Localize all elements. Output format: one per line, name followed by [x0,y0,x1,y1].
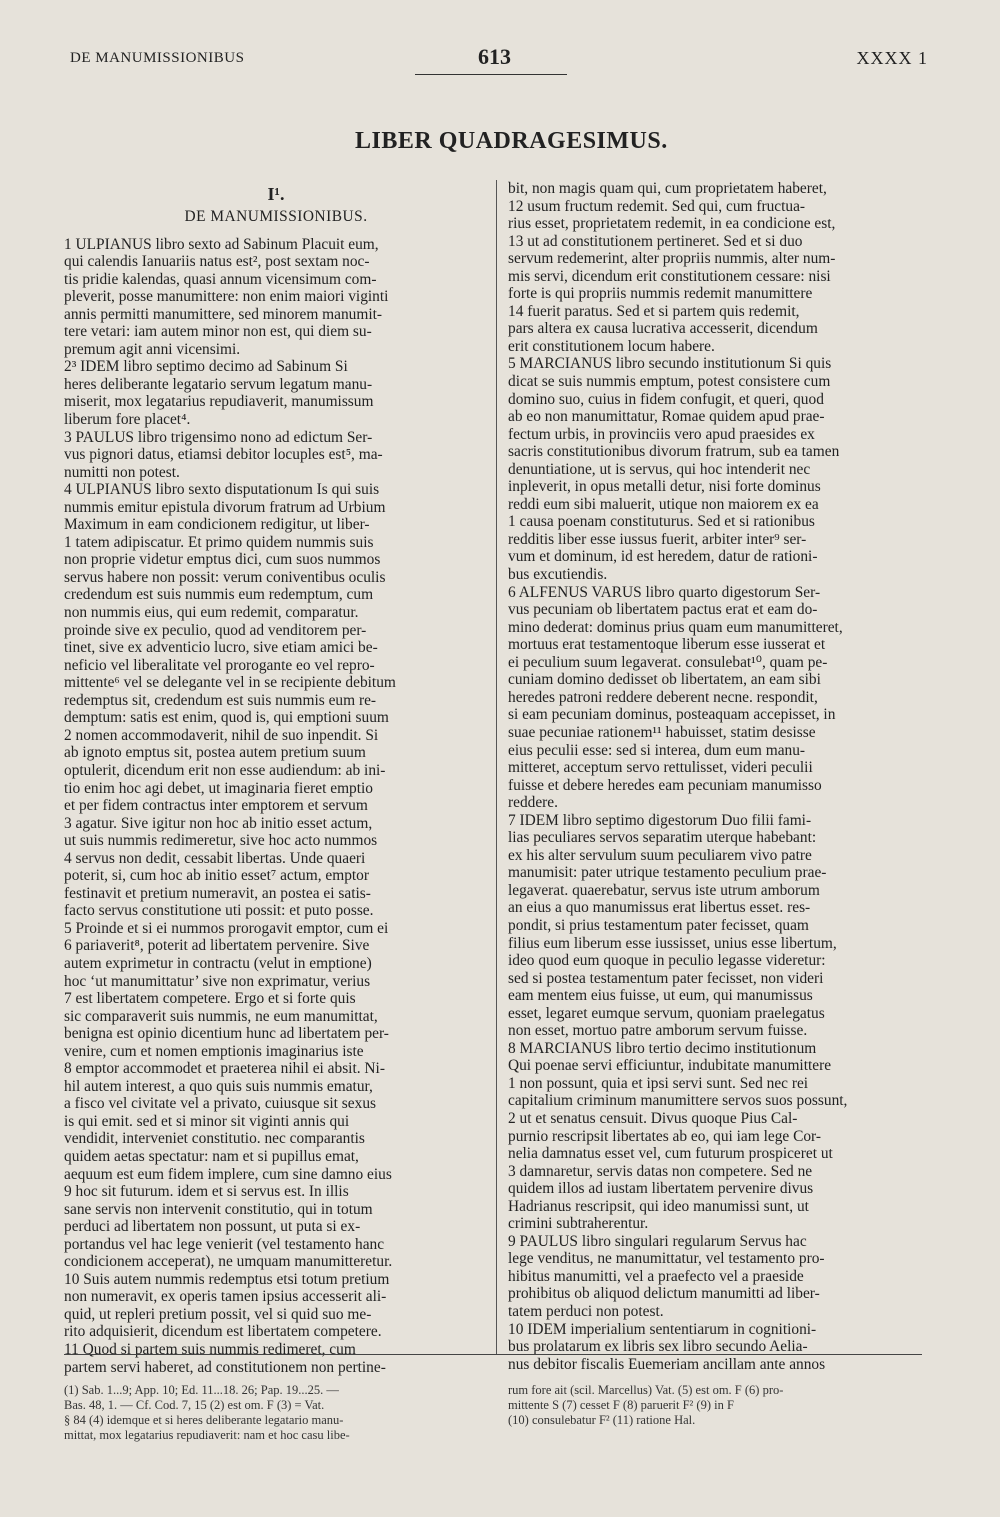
text-line: 4 ULPIANUS libro sexto disputationum Is qui suis [64,481,380,499]
text-line: quid, ut repleri pretium possit, vel si quid suo me- [64,1305,372,1323]
text-line: miserit, mox legatarius repudiaverit, manumissum [64,393,374,411]
text-line: non proprie videtur emptus dici, cum suos nummos [64,551,381,569]
text-line: 7 est libertatem competere. Ergo et si forte quis [64,990,356,1008]
text-line: autem exprimetur in contractu (velut in emptione) [64,954,372,972]
text-line: 1 tatem adipiscatur. Et primo quidem nummis suis [64,533,374,551]
text-line: tatem perduci non potest. [508,1303,664,1320]
text-line: 4 servus non dedit, cessabit libertas. Unde quaeri [64,849,366,867]
text-line: non numeravit, ex operis tamen ipsius accesserit ali- [64,1288,387,1306]
text-line: esset, legaret eumque servum, quoniam praelegatus [508,1004,825,1022]
text-line: manumisit: pater utrique testamento peculium prae- [508,864,827,882]
text-line: denuntiatione, ut is servus, qui hoc intenderit nec [508,460,811,478]
text-line: tinet, sive ex adventicio lucro, sive etiam amici be- [64,639,378,657]
text-line: crimini subtraherentur. [508,1215,649,1233]
text-line: nummis emitur epistula divorum fratrum ad Urbium [64,498,386,516]
text-line: 2 nomen accommodaverit, nihil de suo inpendit. Si [64,726,379,744]
text-line: quidem illos ad iustam libertatem pervenire divus [508,1180,814,1198]
text-line: rius esset, proprietatem redemit, in ea condicione est, [508,215,836,233]
text-line: cuniam domino dedisset ob libertatem, an eam sibi [508,671,821,689]
right-column [508,180,922,1373]
text-line: facto servus constitutione uti possit: et puto posse. [64,902,374,920]
text-line: ab ignoto emptus sit, postea autem pretium suum [64,744,366,762]
text-line: et per fidem contractus inter emptorem et servum [64,797,368,815]
text-line: inpleverit, in opus metalli detur, nisi forte dominus [508,478,821,496]
text-line: servum redemerint, alter propriis nummis, alter num- [508,250,836,268]
text-line: lege venditus, ne manumittatur, vel testamento pro- [508,1250,825,1268]
text-line: purnio rescripsit libertates ab eo, qui iam lege Cor- [508,1127,821,1145]
text-line: liberum fore placet⁴. [64,411,191,429]
text-line: reddere. [508,794,558,812]
text-line: ex his alter servulum suum peculiarem vivo patre [508,846,812,864]
text-line: tio enim hoc agi debet, ut imaginaria fieret emptio [64,779,373,797]
text-line: non esset, mortuo patre amborum servum fuisse. [508,1022,808,1040]
text-line: bus excutiendis. [508,566,608,584]
text-line: 8 MARCIANUS libro tertio decimo institutionum [508,1039,817,1057]
footnote-line: § 84 (4) idemque et si heres deliberante legatario manu- [64,1413,344,1427]
text-line: sed si postea testamentum pater fecisset, non videri [508,969,824,987]
text-line: sane servis non intervenit constitutio, qui in totum [64,1200,373,1218]
text-line: eam mentem eius fuisse, ut eum, qui manumissus [508,987,813,1005]
text-line: Hadrianus rescripsit, qui ideo manumissi sunt, ut [508,1197,809,1215]
footnote-line: mittat, mox legatarius repudiaverit: nam et hoc casu libe- [64,1428,350,1442]
text-line: tere vetari: iam autem minor non est, qui diem su- [64,323,372,341]
book-title: LIBER QUADRAGESIMUS. [355,128,668,154]
running-header-left: DE MANUMISSIONIBUS [70,50,245,66]
text-line: eius peculii esse: sed si interea, dum eum manu- [508,741,806,759]
text-line: pondit, si prius testamentum pater fecisset, quam [508,916,809,934]
title-number: I¹. [267,184,285,204]
text-line: hil autem interest, a quo quis suis nummis ematur, [64,1077,373,1095]
text-line: neficio vel liberalitate vel prorogante eo vel repro- [64,656,375,674]
text-line: erit constitutionem locum habere. [508,337,715,355]
text-line: hibitus manumitti, vel a praefecto vel a praeside [508,1267,804,1285]
text-line: mis servi, dicendum erit constitutionem cessare: nisi [508,267,831,285]
text-line: heredes patroni reddere deberent necne. respondit, [508,688,818,706]
header-rule [415,74,567,75]
footnote-rule [64,1354,922,1355]
text-line: forte is qui propriis nummis redemit manumittere [508,285,813,303]
text-line: vendidit, interveniet constitutio. nec comparantis [64,1130,365,1148]
text-line: 6 pariaverit⁸, poterit ad libertatem pervenire. Sive [64,937,370,955]
text-line: Maximum in eam condicionem redigitur, ut liber- [64,516,370,534]
text-line: vus pecuniam ob libertatem pactus erat et eam do- [508,601,818,619]
text-line: sacris constitutionibus divorum fratrum, sub ea tamen [508,443,840,461]
page-number: 613 [478,44,511,69]
text-line: fuisse et debere heredes eam pecuniam manumisso [508,776,822,794]
text-line: domino suo, cuius in fidem confugit, et queri, quod [508,390,824,408]
text-line: partem servi haberet, ad constitutionem non pertine- [64,1358,386,1376]
text-line: 10 Suis autem nummis redemptus etsi totum pretium [64,1270,390,1288]
text-line: 14 fuerit paratus. Sed et si partem quis redemit, [508,302,800,320]
text-line: poterit, si, cum hoc ab initio esset⁷ actum, emptor [64,867,369,885]
text-line: demptum: satis est enim, quod is, qui emptioni suum [64,709,389,727]
text-line: 7 IDEM libro septimo digestorum Duo filii fami- [508,811,812,829]
text-line: 1 causa poenam constituturus. Sed et si rationibus [508,513,815,531]
text-line: nelia damnatus esset vel, cum futurum prospiceret ut [508,1145,833,1163]
text-line: servus habere non possit: verum coniventibus oculis [64,568,386,586]
text-line: pleverit, posse manumittere: non enim maiori viginti [64,288,389,306]
text-line: fectum urbis, in provinciis vero apud praesides ex [508,425,815,443]
text-line: 9 PAULUS libro singulari regularum Servus hac [508,1232,807,1250]
text-line: si eam pecuniam dominus, posteaquam accepisset, in [508,706,836,724]
text-line: 13 ut ad constitutionem pertineret. Sed et si duo [508,232,803,250]
text-line: venire, cum et nomen emptionis imaginarius iste [64,1042,364,1060]
text-line: 5 MARCIANUS libro secundo institutionum Si quis [508,355,832,373]
text-line: mittente⁶ vel se delegante vel in se recipiente debitum [64,674,396,692]
text-line: proinde sive ex peculio, quod ad venditorem per- [64,621,367,639]
text-line: credendum est suis nummis eum redemptum, cum [64,586,374,604]
running-header-right: XXXX 1 [856,48,928,68]
text-line: redemptus sit, credendum est suis nummis eum re- [64,691,377,709]
text-line: mortuus erat testamentoque liberum esse iusserat et [508,636,826,654]
text-line: 10 IDEM imperialium sententiarum in cognitioni- [508,1320,817,1338]
text-line: capitalium criminum manumittere servos suos possunt, [508,1092,848,1110]
left-column [64,180,488,1376]
text-line: 3 damnaretur, servis datas non competere. Sed ne [508,1162,813,1180]
text-line: 9 hoc sit futurum. idem et si servus est. In illis [64,1183,349,1201]
text-line: bus prolatarum ex libris sex libro secundo Aelia- [508,1338,808,1356]
text-line: dicat se suis nummis emptum, potest consistere cum [508,373,831,391]
text-line: nus debitor fiscalis Euemeriam ancillam ante annos [508,1355,826,1373]
text-line: 6 ALFENUS VARUS libro quarto digestorum Ser- [508,583,821,601]
column-divider [496,180,497,1354]
text-line: legaverat. quaerebatur, servus iste utrum amborum [508,881,820,899]
footnotes-left [64,1383,488,1443]
text-line: ideo quod eum quoque in peculio legasse videretur: [508,952,826,970]
text-line: festinavit et pretium numeravit, an postea ei satis- [64,884,371,902]
text-line: 2³ IDEM libro septimo decimo ad Sabinum Si [64,358,348,376]
text-line: tis pridie kalendas, quasi annum vicensimum com- [64,270,377,288]
text-line: 3 agatur. Sive igitur non hoc ab initio esset actum, [64,814,373,832]
text-line: pars altera ex causa lucrativa accesserit, dicendum [508,320,818,338]
text-line: an eius a quo manumissus erat libertus esset. res- [508,899,811,917]
text-line: ei peculium suum legaverat. consulebat¹⁰, quam pe- [508,653,828,671]
text-line: optulerit, dicendum erit non esse audiendum: ab ini- [64,761,386,779]
text-line: aequum est eum fidem implere, cum sine damno eius [64,1165,392,1183]
text-line: numitti non potest. [64,463,180,481]
text-line: 1 ULPIANUS libro sexto ad Sabinum Placuit eum, [64,235,379,253]
footnote-line: Bas. 48, 1. — Cf. Cod. 7, 15 (2) est om. F (3) = Vat. [64,1398,325,1412]
text-line: non nummis eius, qui eum redemit, comparatur. [64,604,359,622]
text-line: mitteret, acceptum servo rettulisset, videri peculii [508,759,813,777]
text-line: redditis liber esse iussus fuerit, arbiter inter⁹ ser- [508,530,807,548]
running-header [70,46,928,70]
text-line: a fisco vel civitate vel a privato, cuiusque sit sexus [64,1095,376,1113]
text-line: bit, non magis quam qui, cum proprietatem haberet, [508,180,827,197]
text-line: 12 usum fructum redemit. Sed qui, cum fructua- [508,197,806,215]
footnote-line: (1) Sab. 1...9; App. 10; Ed. 11...18. 26; Pap. 19...25. — [64,1383,339,1397]
text-line: lias peculiares servos separatim uterque habebant: [508,829,817,847]
text-line: Qui poenae servi efficiuntur, indubitate manumittere [508,1057,832,1075]
text-line: premum agit anni vicensimi. [64,340,241,358]
text-line: rito adquisierit, dicendum est libertatem competere. [64,1323,382,1341]
footnote-line: rum fore ait (scil. Marcellus) Vat. (5) est om. F (6) pro- [508,1383,784,1397]
text-line: portandus vel hac lege venierit (vel testamento hanc [64,1235,385,1253]
text-line: 8 emptor accommodet et praeterea nihil ei absit. Ni- [64,1060,385,1078]
text-line: suae pecuniae rationem¹¹ habuisset, statim desisse [508,723,816,741]
text-line: vum et dominum, id est heredem, datur de rationi- [508,548,818,566]
text-line: 2 ut et senatus censuit. Divus quoque Pius Cal- [508,1109,798,1127]
text-line: vus pignori datus, etiamsi debitor locuples est⁵, ma- [64,446,383,464]
text-line: ut suis nummis redimeretur, sive hoc acto nummos [64,832,378,850]
text-line: heres deliberante legatario servum legatum manu- [64,375,373,393]
text-line: mino dederat: dominus prius quam eum manumitteret, [508,618,843,636]
text-line: perduci ad libertatem non possunt, ut puta si ex- [64,1218,361,1236]
text-line: qui calendis Ianuariis natus est², post sextam noc- [64,253,370,271]
text-line: condicionem acceperat), ne umquam manumitteretur. [64,1253,393,1271]
text-line: sic comparaverit suis nummis, ne eum manumittat, [64,1007,378,1025]
footnote-line: (10) consulebatur F² (11) ratione Hal. [508,1413,696,1427]
text-line: filius eum liberum esse iussisset, unius esse libertum, [508,934,837,952]
text-line: annis permitti manumittere, sed minorem manumit- [64,305,383,323]
text-line: 1 non possunt, quia et ipsi servi sunt. Sed nec rei [508,1074,809,1092]
text-line: 5 Proinde et si ei nummos prorogavit emptor, cum ei [64,919,389,937]
footnote-line: mittente S (7) cesset F (8) paruerit F² (9) in F [508,1398,734,1412]
text-line: hoc ‘ut manumittatur’ sive non exprimatur, verius [64,972,371,990]
text-line: reddi eum sibi maluerit, utique non maiorem ex ea [508,495,819,513]
text-line: ab eo non manumittatur, Romae quidem apud prae- [508,408,825,426]
text-line: 3 PAULUS libro trigensimo nono ad edictum Ser- [64,428,373,446]
title-subject: DE MANUMISSIONIBUS. [184,208,368,225]
text-line: is qui emit. sed et si minor sit viginti annis qui [64,1112,350,1130]
text-line: prohibitus ob aliquod delictum manumitti ad liber- [508,1285,820,1303]
text-line: 11 Quod si partem suis nummis redimeret, cum [64,1341,356,1358]
text-line: benigna est opinio dicentium hunc ad libertatem per- [64,1025,389,1043]
footnotes-right [508,1383,922,1428]
text-line: quidem aetas spectatur: nam et si pupillus emat, [64,1147,359,1165]
